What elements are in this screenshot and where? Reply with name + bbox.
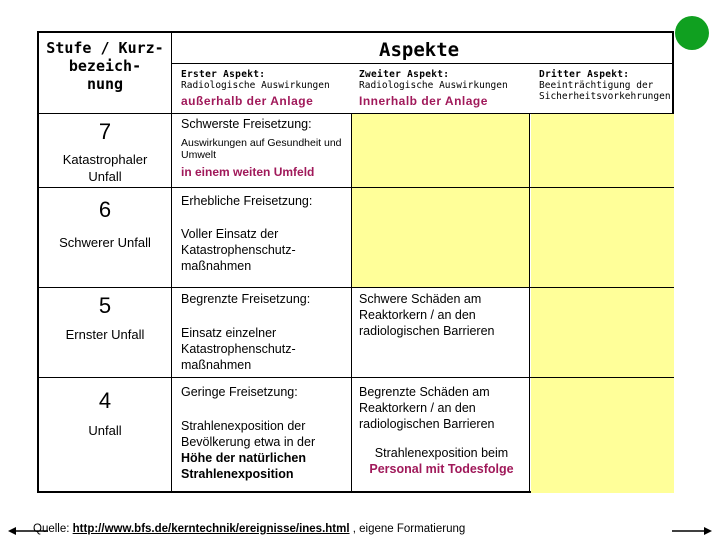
level-4-name: Unfall bbox=[88, 423, 122, 438]
aspect3-desc: Beeinträchtigung der Sicherheitsvorkehrungen bbox=[539, 80, 671, 102]
aspect1-scope: außerhalb der Anlage bbox=[181, 94, 314, 108]
aspect2-scope: Innerhalb der Anlage bbox=[359, 94, 488, 108]
aspect1-header bbox=[181, 69, 330, 108]
level-7-release: Schwerste Freisetzung: bbox=[181, 117, 312, 131]
level-7-aspect1 bbox=[181, 116, 346, 179]
level-6-name: Schwerer Unfall bbox=[59, 235, 151, 250]
level-4-staff-exposure: Strahlenexposition beim bbox=[374, 446, 509, 460]
arrow-right-icon[interactable] bbox=[672, 526, 712, 536]
aspects-header: Aspekte bbox=[379, 39, 460, 61]
aspect1-desc: Radiologische Auswirkungen bbox=[181, 80, 330, 91]
arrow-left-icon[interactable] bbox=[8, 526, 48, 536]
ines-table bbox=[37, 31, 674, 493]
aspect2-header bbox=[359, 69, 508, 108]
level-4-exposure: Strahlenexposition der Bevölkerung etwa in der bbox=[181, 419, 316, 449]
level-5-name: Ernster Unfall bbox=[65, 327, 145, 342]
aspect2-title: Zweiter Aspekt: bbox=[359, 69, 450, 80]
level-7-name: Katastrophaler Unfall bbox=[62, 152, 148, 184]
level-6-aspect1 bbox=[181, 193, 341, 274]
aspect2-highlight bbox=[351, 113, 529, 287]
level-4-release: Geringe Freisetzung: bbox=[181, 385, 298, 399]
aspect2-desc: Radiologische Auswirkungen bbox=[359, 80, 508, 91]
aspect3-header bbox=[539, 69, 669, 102]
aspect1-title: Erster Aspekt: bbox=[181, 69, 266, 80]
source-footer bbox=[33, 523, 465, 535]
level-5-aspect2: Schwere Schäden am Reaktorkern / an den radiologischen Barrieren bbox=[359, 292, 495, 338]
level-4-damage: Begrenzte Schäden am Reaktorkern / an den radiologischen Barrieren bbox=[359, 385, 495, 431]
level-4-staff-fatality: Personal mit Todesfolge bbox=[369, 462, 514, 476]
level-5-measures: Einsatz einzelner Katastrophenschutz-maßnahmen bbox=[181, 326, 296, 372]
level-5-aspect1 bbox=[181, 291, 341, 373]
level-4-exposure-emph: Höhe der natürlichen Strahlenexposition bbox=[181, 451, 307, 481]
level-4-aspect2 bbox=[359, 384, 524, 477]
level-5-number: 5 bbox=[98, 293, 112, 318]
level-5-release: Begrenzte Freisetzung: bbox=[181, 292, 311, 306]
level-6-measures: Voller Einsatz der Katastrophenschutz-maßnahmen bbox=[181, 227, 296, 273]
status-indicator-icon bbox=[675, 16, 709, 50]
level-6-release: Erhebliche Freisetzung: bbox=[181, 194, 313, 208]
source-label: Quelle: bbox=[33, 523, 70, 535]
source-link[interactable]: http://www.bfs.de/kerntechnik/ereignisse/ines.html bbox=[72, 523, 350, 535]
level-7-number: 7 bbox=[98, 119, 112, 144]
level-4-aspect1 bbox=[181, 384, 346, 482]
level-7-effects: Auswirkungen auf Gesundheit und Umwelt bbox=[181, 137, 342, 161]
aspect3-title: Dritter Aspekt: bbox=[539, 69, 630, 80]
source-suffix: , eigene Formatierung bbox=[352, 523, 466, 535]
level-7-scope: in einem weiten Umfeld bbox=[181, 165, 315, 179]
level-4-number: 4 bbox=[98, 388, 112, 413]
level-column-header: Stufe / Kurz- bezeich- nung bbox=[46, 39, 164, 93]
level-6-number: 6 bbox=[98, 197, 112, 222]
aspect3-highlight bbox=[531, 113, 674, 493]
